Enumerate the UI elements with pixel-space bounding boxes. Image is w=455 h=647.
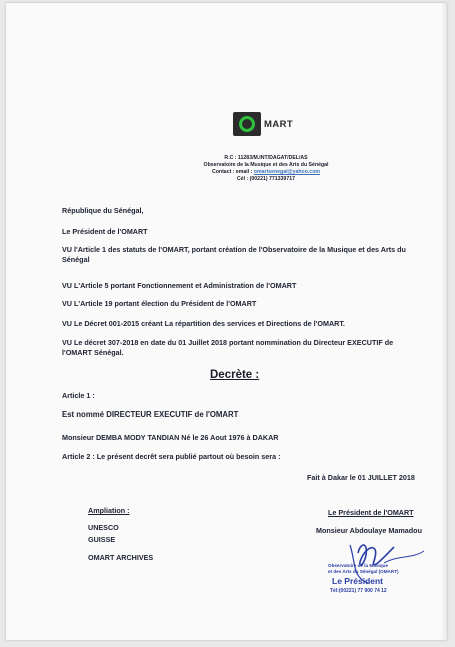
logo-text: MART <box>264 118 294 130</box>
ampliation-title: Ampliation : <box>88 506 130 515</box>
stamp-line-4: Tél:(00221) 77 900 74 12 <box>330 588 387 594</box>
vu-decret-001: VU Le Décret 001-2015 créant La répartition des services et Directions de l'OMART. <box>62 319 345 328</box>
decrete-heading: Decrète : <box>210 369 260 381</box>
omart-logo-icon <box>233 112 261 136</box>
vu-article-19: VU L'Article 19 portant élection du Président de l'OMART <box>62 299 257 308</box>
header-cel: Cél : (00221) 771339717 <box>237 176 295 182</box>
vu-article-5: VU L'Article 5 portant Fonctionnement et Administration de l'OMART <box>62 281 297 290</box>
header-rc: R.C : 11283/M.INT/DAGAT/DEL/AS <box>224 155 308 161</box>
official-stamp <box>328 533 438 607</box>
header-contact <box>191 169 341 175</box>
republic-line: République du Sénégal, <box>62 206 144 215</box>
stamp-line-3: Le Président <box>332 576 384 586</box>
article-1-label: Article 1 : <box>62 391 95 400</box>
ampliation-item: GUISSE <box>88 535 116 544</box>
article-1-person: Monsieur DEMBA MODY TANDIAN Né le 26 Aout 1976 à DAKAR <box>62 433 279 442</box>
contact-label: Contact : email : <box>212 169 254 175</box>
president-line: Le Président de l'OMART <box>62 227 148 236</box>
place-date: Fait à Dakar le 01 JUILLET 2018 <box>307 473 415 482</box>
article-2: Article 2 : Le présent decrêt sera publié partout où besoin sera : <box>62 452 281 461</box>
signatory-title: Le Président de l'OMART <box>328 508 414 517</box>
header-org: Observatoire de la Musique et des Arts du Sénégal <box>203 162 329 168</box>
article-1-title: Est nommé DIRECTEUR EXECUTIF de l'OMART <box>62 410 239 419</box>
omart-logo <box>233 111 303 137</box>
stamp-line-1: Observatoire de la Musique <box>328 563 388 568</box>
document-page <box>6 3 447 640</box>
ampliation-item: UNESCO <box>88 523 119 532</box>
ampliation-item: OMART ARCHIVES <box>88 553 154 562</box>
vu-article-1: VU l'Article 1 des statuts de l'OMART, portant création de l'Observatoire de la Musique et des Arts du Sénégal <box>62 245 406 264</box>
email-link[interactable]: omartsenegal@yahoo.com <box>253 169 320 175</box>
vu-decret-307: VU Le décret 307-2018 en date du 01 Juillet 2018 portant nommination du Directeur EXECUTIF de l'OMART Sénégal. <box>62 338 394 357</box>
stamp-line-2: et des Arts du Sénégal (OMART) <box>328 569 399 574</box>
signatory-name: Monsieur Abdoulaye Mamadou <box>316 526 422 535</box>
